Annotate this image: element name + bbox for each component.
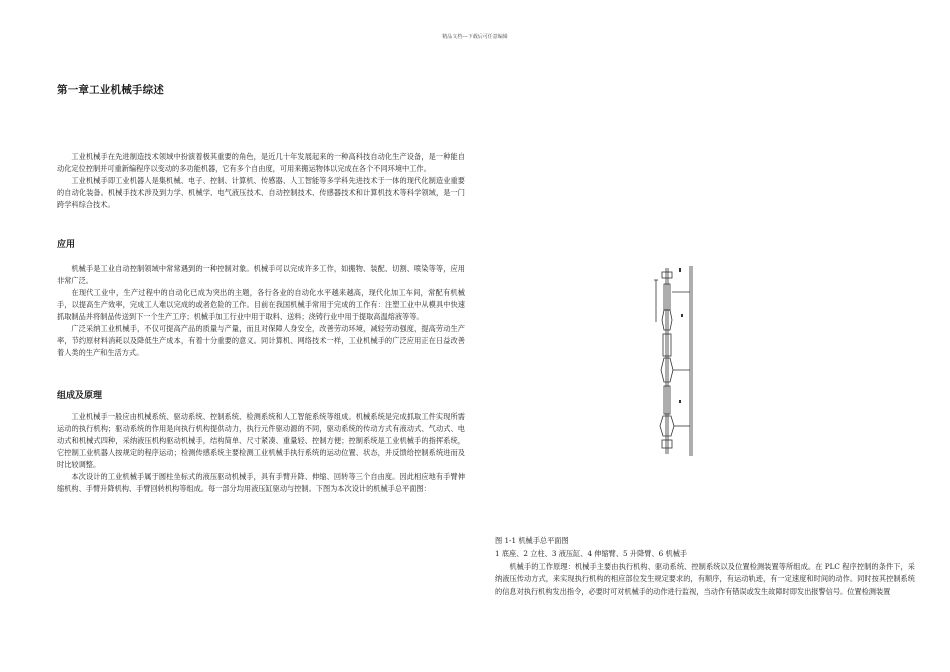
application-text	[57, 263, 465, 359]
working-principle-paragraph: 机械手的工作原理：机械手主要由执行机构、驱动系统、控制系统以及位置检测装置等所组成。在 PLC 程序控制的条件下，采纳液压传动方式，来实现执行机构的相应部位发生规定要求的，有顺序，有运动轨迹，有一定速度和时间的动作。同时按其控制系统的信息对执行机构发出指令，必要时可对机械手的动作进行监视，当动作有错误或发生故障时即发出报警信号。位置检测装置	[495, 561, 915, 597]
principle-paragraph-1: 工业机械手一般应由机械系统、驱动系统、控制系统、检测系统和人工智能系统等组成。机械系统是完成抓取工件实现所需运动的执行机构；驱动系统的作用是向执行机构提供动力，执行元件驱动源的不同，驱动系统的传动方式有液动式、气动式、电动式和机械式四种，采纳液压机构驱动机械手，结构简单、尺寸紧凑、重量轻、控制方便；控制系统是工业机械手的指挥系统，它控制工业机器人按规定的程序运动；检测传感系统主要检测工业机械手执行系统的运动位置、状态，并反馈给控制系统进而及时比较调整。	[57, 412, 465, 469]
intro-paragraph-2: 工业机械手即工业机器人是集机械、电子、控制、计算机、传感器、人工智能等多学科先进技术于一体的现代化制造业重要的自动化装备。机械手技术涉及到力学、机械学、电气液压技术、自动控制技术、传感器技术和计算机技术等科学领域，是一门跨学科综合技术。	[57, 176, 465, 209]
application-paragraph-2: 在现代工业中，生产过程中的自动化已成为突出的主题，各行各业的自动化水平越来越高，现代化加工车间，常配有机械手，以提高生产效率，完成工人难以完成的或者危险的工作。目前在我国机械手常用于完成的工作有：注塑工业中从模具中快速抓取制品并将制品传送到下一个生产工序；机械手加工行业中用于取料、送料；浇铸行业中用于提取高温熔液等等。	[57, 288, 465, 321]
page-header: 精品文档---下载后可任意编辑	[442, 34, 508, 40]
figure-caption-block	[495, 535, 915, 599]
manipulator-plan-figure	[652, 262, 698, 460]
intro-text	[57, 151, 465, 211]
intro-paragraph-1: 工业机械手在先进制造技术领域中扮演着极其重要的角色，是近几十年发展起来的一种高科技自动化生产设备，是一种能自动化定位控制并可重新编程序以变动的多功能机器，它有多个自由度，可用来搬运物体以完成在各个不同环境中工作。	[57, 152, 465, 173]
principle-paragraph-2: 本次设计的工业机械手属于圆柱坐标式的液压驱动机械手，具有手臂升降、伸缩、回转等三个自由度。因此相应地有手臂伸缩机构、手臂升降机构、手臂回转机构等组成。每一部分均用液压缸驱动与控制。下图为本次设计的机械手总平面图：	[57, 472, 465, 493]
figure-legend: 1 底座、2 立柱、3 液压缸、4 伸缩臂、5 升降臂、6 机械手	[495, 548, 688, 558]
section-title-application: 应用	[57, 240, 76, 250]
section-title-principle: 组成及原理	[57, 391, 103, 401]
application-paragraph-1: 机械手是工业自动控制领域中常常遇到的一种控制对象。机械手可以完成许多工作，如搬物、装配、切割、喷染等等，应用非常广泛。	[57, 264, 465, 285]
principle-text	[57, 411, 465, 495]
figure-caption: 图 1-1 机械手总平面图	[495, 536, 569, 545]
chapter-title: 第一章工业机械手综述	[57, 84, 164, 96]
application-paragraph-3: 广泛采纳工业机械手，不仅可提高产品的质量与产量，而且对保障人身安全，改善劳动环境，减轻劳动强度，提高劳动生产率，节约原材料消耗以及降低生产成本，有着十分重要的意义。同计算机、网络技术一样，工业机械手的广泛应用正在日益改善着人类的生产和生活方式。	[57, 324, 465, 357]
